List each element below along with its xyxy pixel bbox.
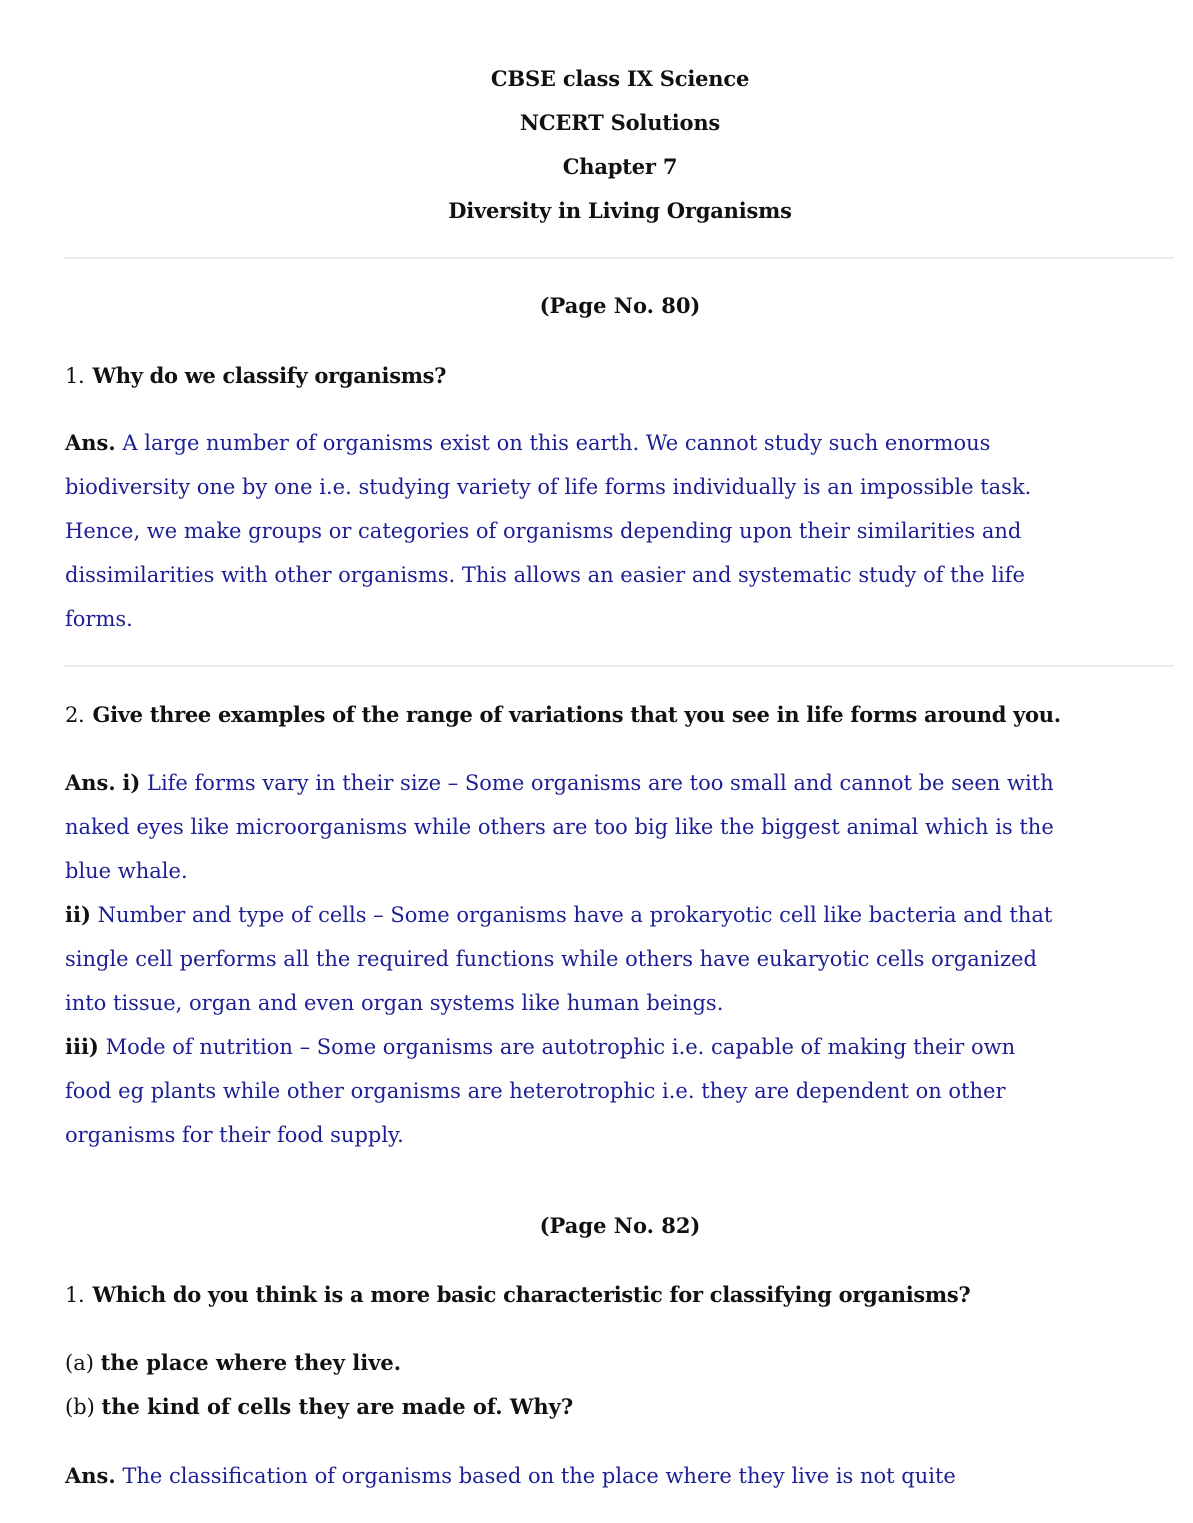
answer-line: Ans. The classification of organisms based on the place where they live is not quite xyxy=(65,1463,956,1488)
answer-line: forms. xyxy=(65,607,133,631)
header-chapter: Chapter 7 xyxy=(562,154,678,179)
answer-label: Ans. xyxy=(65,770,116,795)
answer-line: iii) Mode of nutrition – Some organisms are autotrophic i.e. capable of making their own xyxy=(65,1034,1016,1059)
answer-line: ii) Number and type of cells – Some organisms have a prokaryotic cell like bacteria and that xyxy=(65,902,1053,927)
answer-1 xyxy=(65,421,1175,641)
page-label-80: (Page No. 80) xyxy=(539,293,701,318)
option-marker: (b) xyxy=(65,1395,95,1419)
answer-3 xyxy=(65,1454,1175,1498)
option-marker: (a) xyxy=(65,1351,94,1375)
answer-line: dissimilarities with other organisms. This allows an easier and systematic study of the life xyxy=(65,563,1025,587)
answer-line: organisms for their food supply. xyxy=(65,1123,404,1147)
header-board: CBSE class IX Science xyxy=(490,66,750,91)
option-text: the place where they live. xyxy=(100,1350,402,1375)
question-text: Why do we classify organisms? xyxy=(92,363,447,388)
divider xyxy=(64,665,1174,667)
answer-label: Ans. xyxy=(65,1463,116,1488)
answer-line: single cell performs all the required functions while others have eukaryotic cells organized xyxy=(65,947,1037,971)
header-subtitle: NCERT Solutions xyxy=(519,110,721,135)
point-marker: i) xyxy=(122,770,141,795)
answer-line: into tissue, organ and even organ systems like human beings. xyxy=(65,991,724,1015)
question-number: 2. xyxy=(65,703,85,727)
answer-line: blue whale. xyxy=(65,859,188,883)
option-b xyxy=(65,1394,1175,1419)
question-number: 1. xyxy=(65,364,85,388)
header-chapter-title: Diversity in Living Organisms xyxy=(448,198,792,223)
option-text: the kind of cells they are made of. Why? xyxy=(101,1394,574,1419)
answer-line: naked eyes like microorganisms while others are too big like the biggest animal which is the xyxy=(65,815,1054,839)
answer-line: Ans. A large number of organisms exist on this earth. We cannot study such enormous xyxy=(65,430,991,455)
answer-label: Ans. xyxy=(65,430,116,455)
answer-line: biodiversity one by one i.e. studying variety of life forms individually is an impossible task. xyxy=(65,475,1032,499)
answer-line: Ans. i) Life forms vary in their size – Some organisms are too small and cannot be seen with xyxy=(65,770,1054,795)
answer-line: Hence, we make groups or categories of organisms depending upon their similarities and xyxy=(65,519,1022,543)
answer-line: food eg plants while other organisms are heterotrophic i.e. they are dependent on other xyxy=(65,1079,1006,1103)
question-number: 1. xyxy=(65,1283,85,1307)
option-a xyxy=(65,1350,1175,1375)
question-2 xyxy=(65,702,1175,727)
question-text: Give three examples of the range of variations that you see in life forms around you. xyxy=(92,702,1061,727)
point-marker: ii) xyxy=(65,902,91,927)
question-text: Which do you think is a more basic characteristic for classifying organisms? xyxy=(92,1282,971,1307)
page-label-82: (Page No. 82) xyxy=(539,1213,701,1238)
point-marker: iii) xyxy=(65,1034,99,1059)
divider xyxy=(64,257,1174,259)
question-1 xyxy=(65,363,1175,388)
answer-2 xyxy=(65,761,1175,1157)
question-3 xyxy=(65,1282,1175,1307)
